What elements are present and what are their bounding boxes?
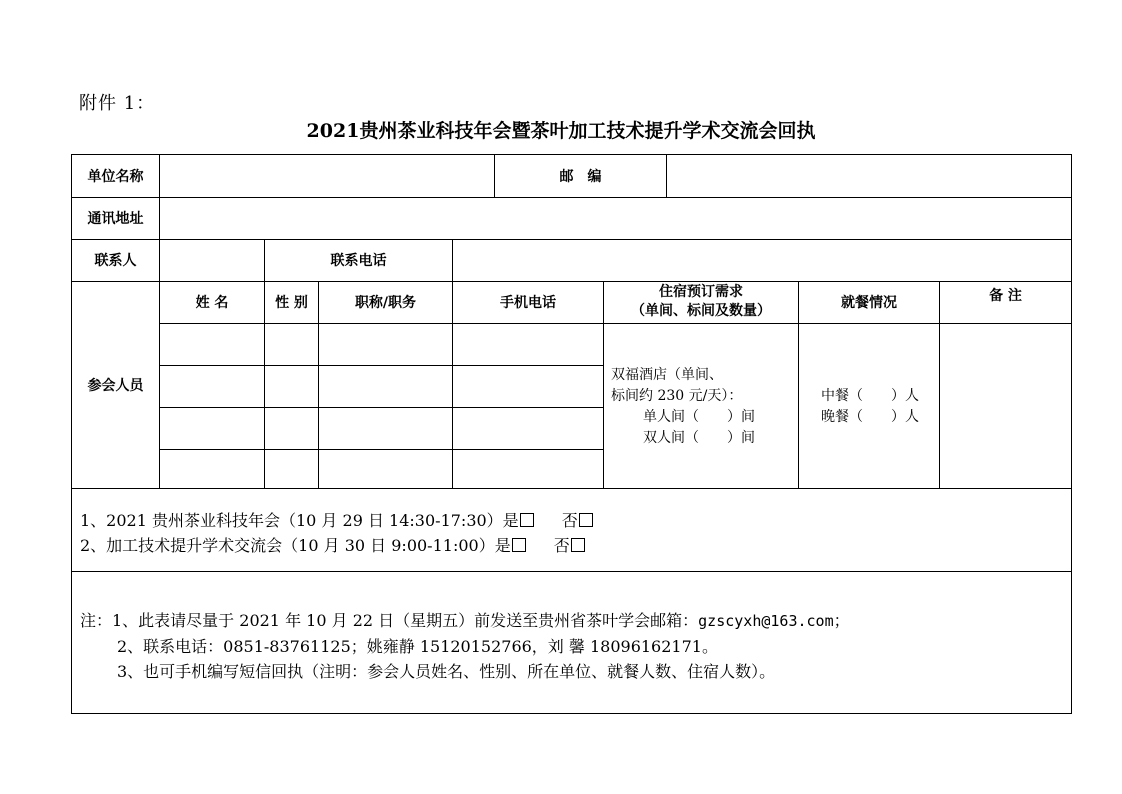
note-1 — [80, 608, 850, 634]
org-name-label: 单位名称 — [87, 169, 144, 185]
session-1-text: 1、2021 贵州茶业科技年会（10 月 29 日 14:30-17:30）是 — [80, 511, 519, 530]
lodging-header-line2: （单间、标间及数量） — [631, 303, 771, 319]
address-label: 通讯地址 — [87, 211, 144, 227]
org-name-field[interactable] — [160, 155, 494, 197]
attendee-mobile-field[interactable] — [453, 450, 603, 488]
address-field[interactable] — [160, 197, 1071, 239]
row-divider — [72, 571, 1071, 572]
row-divider — [72, 488, 1071, 489]
attendees-label: 参会人员 — [87, 377, 144, 394]
session-attendance — [80, 508, 593, 558]
remarks-field[interactable] — [940, 324, 1071, 488]
attendee-gender-field[interactable] — [265, 324, 318, 365]
col-title-header: 职称/职务 — [354, 295, 417, 311]
attendee-title-field[interactable] — [319, 450, 452, 488]
attendee-title-field[interactable] — [319, 408, 452, 449]
session-1-no-label: 否 — [561, 511, 578, 530]
session-2-text: 2、加工技术提升学术交流会（10 月 30 日 9:00-11:00）是 — [80, 536, 511, 555]
attendee-gender-field[interactable] — [265, 366, 318, 407]
attendee-name-field[interactable] — [160, 450, 264, 488]
contact-phone-field[interactable] — [453, 239, 1071, 281]
single-room-count[interactable]: 单人间（ ）间 — [643, 409, 755, 425]
col-mobile-header: 手机电话 — [500, 295, 556, 311]
dinner-count[interactable]: 晚餐（ ）人 — [821, 409, 919, 425]
attendee-title-field[interactable] — [319, 366, 452, 407]
lunch-count[interactable]: 中餐（ ）人 — [821, 388, 919, 404]
hotel-line1: 双福酒店（单间、 — [611, 367, 723, 383]
attendee-mobile-field[interactable] — [453, 324, 603, 365]
postcode-field[interactable] — [667, 155, 1071, 197]
note-1-text: 注：1、此表请尽量于 2021 年 10 月 22 日（星期五）前发送至贵州省茶叶学会邮箱： — [80, 611, 699, 630]
attendee-name-field[interactable] — [160, 408, 264, 449]
hotel-line2: 标间约 230 元/天）： — [611, 388, 743, 404]
contact-field[interactable] — [160, 239, 264, 281]
postcode-label: 邮 编 — [559, 169, 602, 185]
col-lodging-header — [604, 281, 798, 323]
col-name-header: 姓 名 — [195, 295, 229, 311]
col-gender-header: 性 别 — [275, 295, 308, 311]
attendee-mobile-field[interactable] — [453, 366, 603, 407]
registration-form — [71, 154, 1072, 714]
attendee-gender-field[interactable] — [265, 450, 318, 488]
session-2-yes-checkbox[interactable] — [512, 538, 526, 552]
session-1 — [80, 508, 593, 533]
session-2-no-label: 否 — [553, 536, 570, 555]
attendee-name-field[interactable] — [160, 324, 264, 365]
meal-info — [821, 386, 919, 428]
double-room-count[interactable]: 双人间（ ）间 — [643, 430, 755, 446]
attendee-name-field[interactable] — [160, 366, 264, 407]
session-1-yes-checkbox[interactable] — [520, 513, 534, 527]
col-meals-header: 就餐情况 — [841, 295, 897, 311]
contact-email[interactable]: gzscyxh@163.com — [698, 612, 834, 630]
session-2 — [80, 533, 593, 558]
attachment-label: 附件 1： — [79, 93, 156, 114]
lodging-header-line1: 住宿预订需求 — [659, 284, 743, 300]
contact-phone-label: 联系电话 — [330, 253, 387, 269]
note-3: 3、也可手机编写短信回执（注明：参会人员姓名、性别、所在单位、就餐人数、住宿人数）。 — [117, 662, 776, 681]
contact-label: 联系人 — [94, 253, 137, 269]
title-year: 2021 — [306, 120, 360, 142]
attendee-mobile-field[interactable] — [453, 408, 603, 449]
session-2-no-checkbox[interactable] — [571, 538, 585, 552]
note-2: 2、联系电话：0851-83761125；姚雍静 15120152766，刘 馨 18096162171。 — [117, 637, 718, 656]
attendee-title-field[interactable] — [319, 324, 452, 365]
hotel-info — [611, 365, 755, 449]
note-1-end: ； — [833, 611, 850, 630]
title-text: 贵州茶业科技年会暨茶叶加工技术提升学术交流会回执 — [359, 120, 816, 142]
notes — [80, 608, 850, 684]
col-remarks-header: 备 注 — [989, 288, 1022, 304]
page-title — [0, 116, 1122, 143]
attendee-gender-field[interactable] — [265, 408, 318, 449]
session-1-no-checkbox[interactable] — [579, 513, 593, 527]
